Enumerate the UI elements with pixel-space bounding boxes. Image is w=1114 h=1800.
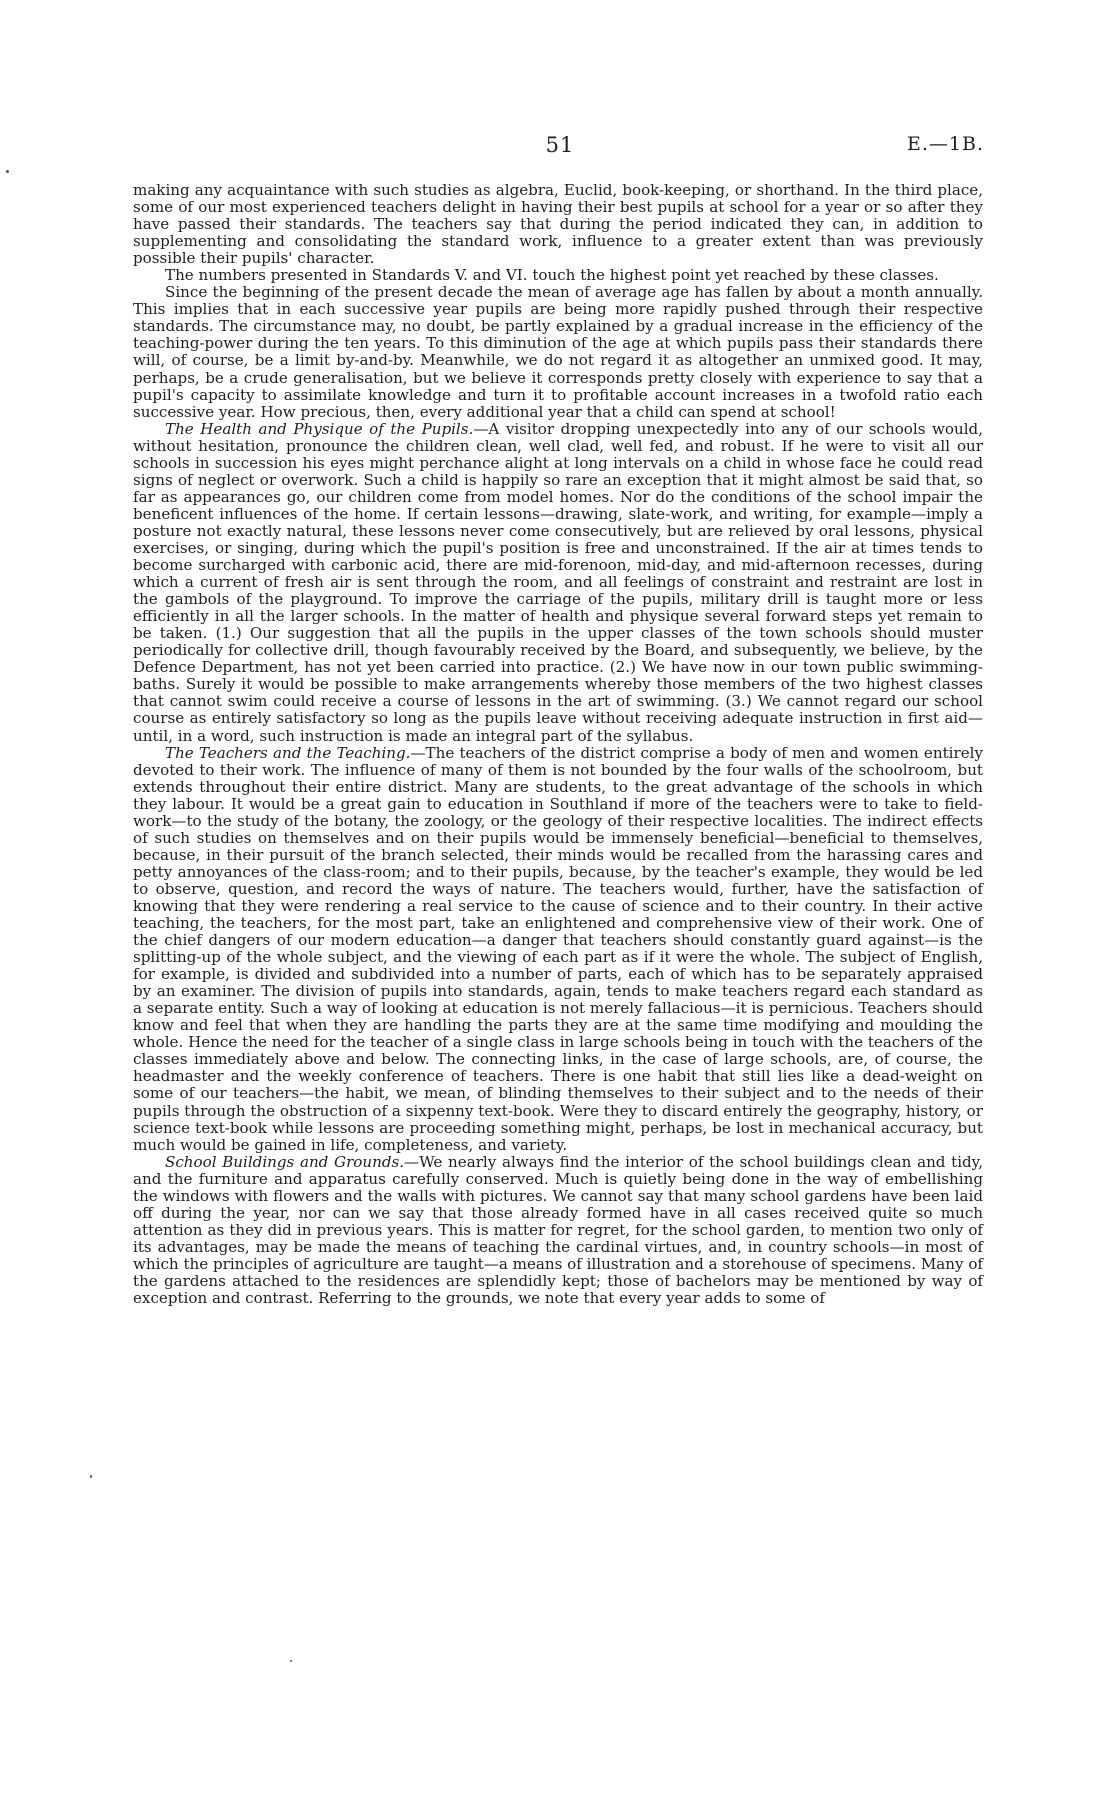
paragraph-continuation (133, 182, 983, 267)
paragraph-text: —A visitor dropping unexpectedly into any of our schools would, without hesitation, pronounce the children clean, well clad, well fed, and robust. If he were to visit all our schools in succession his eyes might perchance alight at long intervals on a child in whose face he could read signs of neglect or overwork. Such a child is happily so rare an exception that it might almost be said that, so far as appearances go, our children come from model homes. Nor do the conditions of the school impair the beneficent influences of the home. If certain lessons—drawing, slate-work, and writing, for example—imply a posture not exactly natural, these lessons never come consecutively, but are relieved by oral lessons, physical exercises, or singing, during which the pupil's position is free and unconstrained. If the air at times tends to become surcharged with carbonic acid, there are mid-forenoon, mid-day, and mid-afternoon recesses, during which a current of fresh air is sent through the room, and all feelings of constraint and restraint are lost in the gambols of the playground. To improve the carriage of the pupils, military drill is taught more or less efficiently in all the larger schools. In the matter of health and physique several forward steps yet remain to be taken. (1.) Our suggestion that all the pupils in the upper classes of the town schools should muster periodically for collective drill, though favourably received by the Board, and subsequently, we believe, by the Defence Department, has not yet been carried into practice. (2.) We have now in our town public swimming-baths. Surely it would be possible to make arrangements whereby those members of the two highest classes that cannot swim could receive a course of lessons in the art of swimming. (3.) We cannot regard our school course as entirely satisfactory so long as the pupils leave without receiving adequate instruction in first aid—until, in a word, such instruction is made an integral part of the syllabus. (133, 419, 983, 745)
scan-speck (6, 170, 9, 173)
section-heading-health: The Health and Physique of the Pupils. (165, 419, 474, 438)
paragraph-health-physique (133, 421, 983, 745)
paragraph-standards (133, 267, 983, 284)
paragraph-text: making any acquaintance with such studies as algebra, Euclid, book-keeping, or shorthand. In the third place, some of our most experienced teachers delight in having their best pupils at school for a year or so after they have passed their standards. The teachers say that during the period indicated they can, in addition to supplementing and consolidating the standard work, influence to a greater extent than was previously possible their pupils' character. (133, 181, 983, 268)
paragraph-text: The numbers presented in Standards V. and VI. touch the highest point yet reached by these classes. (165, 266, 939, 285)
page-number: 51 (545, 133, 575, 157)
paragraph-text: Since the beginning of the present decade the mean of average age has fallen by about a month annually. This implies that in each successive year pupils are being more rapidly pushed through their respective standards. The circumstance may, no doubt, be partly explained by a gradual increase in the efficiency of the teaching-power during the ten years. To this diminution of the age at which pupils pass their standards there will, of course, be a limit by-and-by. Meanwhile, we do not regard it as altogether an unmixed good. It may, perhaps, be a crude generalisation, but we believe it corresponds pretty closely with experience to say that a pupil's capacity to assimilate knowledge and turn it to profitable account increases in a twofold ratio each successive year. How precious, then, every additional year that a child can spend at school! (133, 283, 983, 421)
scan-speck (290, 1660, 292, 1662)
section-heading-teachers: The Teachers and the Teaching. (165, 743, 411, 762)
page-header (0, 133, 1114, 163)
paragraph-text: —We nearly always find the interior of the school buildings clean and tidy, and the furniture and apparatus carefully conserved. Much is quietly being done in the way of embellishing the windows with flowers and the walls with pictures. We cannot say that many school gardens have been laid off during the year, nor can we say that those already formed have in all cases received quite so much attention as they did in previous years. This is matter for regret, for the school garden, to mention two only of its advantages, may be made the means of teaching the cardinal virtues, and, in country schools—in most of which the principles of agriculture are taught—a means of illustration and a storehouse of specimens. Many of the gardens attached to the residences are splendidly kept; those of bachelors may be mentioned by way of exception and contrast. Referring to the grounds, we note that every year adds to some of (133, 1152, 984, 1308)
document-reference: E.—1B. (907, 133, 984, 155)
paragraph-text: —The teachers of the district comprise a body of men and women entirely devoted to their work. The influence of many of them is not bounded by the four walls of the schoolroom, but extends throughout their entire district. Many are students, to the great advantage of the schools in which they labour. It would be a great gain to education in Southland if more of the teachers were to take to field-work—to the study of the botany, the zoology, or the geology of their respective localities. The indirect effects of such studies on themselves and on their pupils would be immensely beneficial—beneficial to themselves, because, in their pursuit of the branch selected, their minds would be recalled from the harassing cares and petty annoyances of the class-room; and to their pupils, because, by the teacher's example, they would be led to observe, question, and record the ways of nature. The teachers would, further, have the satisfaction of knowing that they were rendering a real service to the cause of science and to their country. In their active teaching, the teachers, for the most part, take an enlightened and comprehensive view of their work. One of the chief dangers of our modern education—a danger that teachers should constantly guard against—is the splitting-up of the whole subject, and the viewing of each part as if it were the whole. The subject of English, for example, is divided and subdivided into a number of parts, each of which has to be separately appraised by an examiner. The division of pupils into standards, again, tends to make teachers regard each standard as a separate entity. Such a way of looking at education is not merely fallacious—it is pernicious. Teachers should know and feel that when they are handling the parts they are at the same time modifying and moulding the whole. Hence the need for the teacher of a single class in large schools being in touch with the teachers of the classes immediately above and below. The connecting links, in the case of large schools, are, of course, the headmaster and the weekly conference of teachers. There is one habit that still lies like a dead-weight on some of our teachers—the habit, we mean, of blinding themselves to their subject and to the needs of their pupils through the obstruction of a sixpenny text-book. Were they to discard entirely the geography, history, or science text-book while lessons are proceeding something might, perhaps, be lost in mechanical accuracy, but much would be gained in life, completeness, and variety. (133, 743, 983, 1154)
scan-speck (90, 1475, 92, 1478)
section-heading-buildings: School Buildings and Grounds. (165, 1152, 405, 1171)
paragraph-buildings-grounds (133, 1154, 983, 1307)
paragraph-average-age (133, 284, 983, 420)
body-text (133, 182, 983, 1307)
paragraph-teachers-teaching (133, 745, 983, 1154)
